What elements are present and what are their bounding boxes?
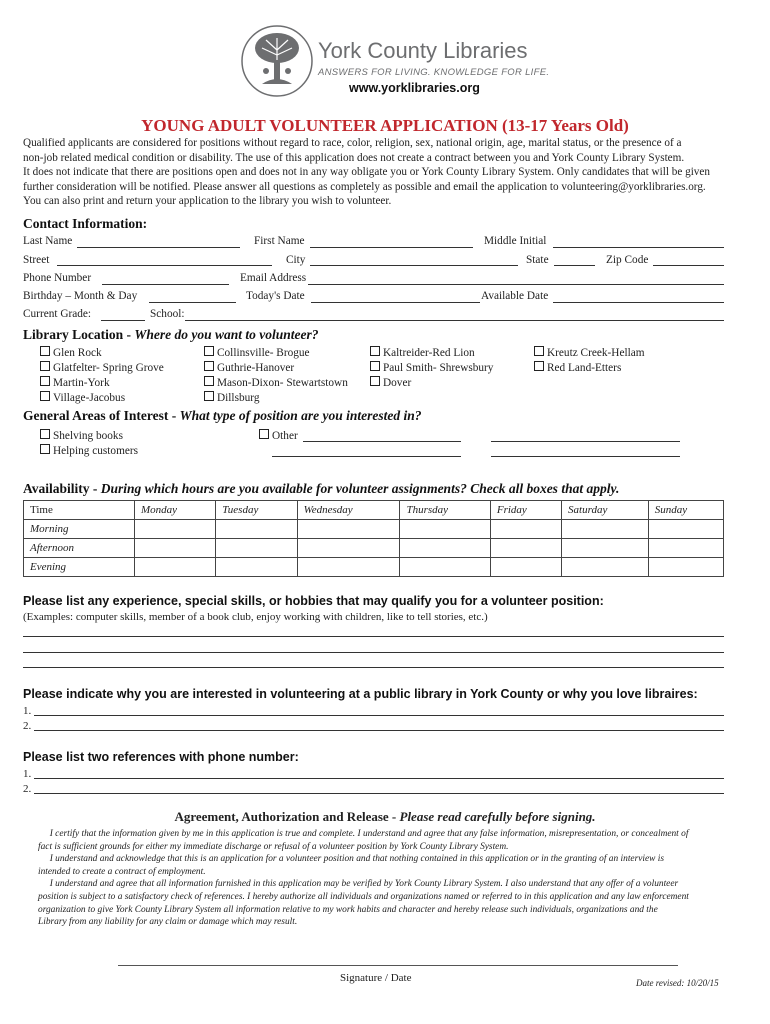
experience-example: (Examples: computer skills, member of a book club, enjoy working with children, like to tell stories, etc.) <box>23 611 488 623</box>
why-line-2[interactable] <box>34 730 724 731</box>
checkbox-icon[interactable] <box>204 391 214 401</box>
agreement-line: fact is sufficient grounds for either my immediate discharge or refusal of a volunteer position by York County Library System. <box>38 841 509 852</box>
experience-line[interactable] <box>23 652 724 653</box>
agreement-line: intended to create a contract of employment. <box>38 866 206 877</box>
experience-line[interactable] <box>23 667 724 668</box>
reference-number: 2. <box>23 783 32 795</box>
checkbox-icon[interactable] <box>534 346 544 356</box>
tree-icon <box>240 24 314 98</box>
location-option[interactable] <box>204 376 348 389</box>
intro-line: It does not indicate that there are positions open and does not in any way obligate you or York County Library System. Only candidates that will be given <box>23 166 710 179</box>
time-header: Time <box>24 501 135 520</box>
location-option-label: Glen Rock <box>53 347 102 359</box>
table-row <box>24 501 724 520</box>
checkbox-icon[interactable] <box>259 429 269 439</box>
agreement-heading-instruction: Please read carefully before signing. <box>399 809 596 824</box>
location-option[interactable] <box>370 346 475 359</box>
location-option[interactable] <box>534 361 621 374</box>
location-option-label: Collinsville- Brogue <box>217 347 310 359</box>
why-number: 2. <box>23 720 32 732</box>
day-header: Friday <box>490 501 561 520</box>
day-header: Monday <box>135 501 216 520</box>
grade-field[interactable] <box>101 320 145 321</box>
availability-cell[interactable] <box>216 520 297 539</box>
checkbox-icon[interactable] <box>40 376 50 386</box>
org-name: York County Libraries <box>318 38 528 63</box>
availability-heading-text: Availability - <box>23 481 101 496</box>
availability-table <box>23 500 724 577</box>
available-date-field[interactable] <box>553 302 724 303</box>
table-row <box>24 539 724 558</box>
last-name-label: Last Name <box>23 235 73 247</box>
location-option-label: Martin-York <box>53 377 110 389</box>
checkbox-icon[interactable] <box>204 361 214 371</box>
street-field[interactable] <box>57 265 272 266</box>
middle-initial-field[interactable] <box>553 247 724 248</box>
location-option-label: Guthrie-Hanover <box>217 362 295 374</box>
location-option[interactable] <box>370 361 493 374</box>
school-field[interactable] <box>185 320 724 321</box>
state-label: State <box>526 254 549 266</box>
birthday-field[interactable] <box>149 302 236 303</box>
location-option-label: Paul Smith- Shrewsbury <box>383 362 494 374</box>
checkbox-icon[interactable] <box>40 391 50 401</box>
table-row <box>24 520 724 539</box>
agreement-line: I certify that the information given by me in this application is true and complete. I understand and agree that any false information, misrepresentation, or concealment of <box>38 829 689 839</box>
intro-line: Qualified applicants are considered for positions without regard to race, color, religion, sex, national origin, age, marital status, or the presence of a <box>23 137 682 149</box>
interest-option[interactable] <box>40 429 123 442</box>
availability-cell[interactable] <box>562 558 649 577</box>
birthday-label: Birthday – Month & Day <box>23 290 138 302</box>
location-option[interactable] <box>204 361 294 374</box>
email-field[interactable] <box>308 284 724 285</box>
location-option-label: Glatfelter- Spring Grove <box>53 362 164 374</box>
intro-paragraph <box>23 136 753 209</box>
interest-other-field[interactable] <box>272 456 461 457</box>
availability-cell[interactable] <box>297 539 400 558</box>
interest-other-field[interactable] <box>491 456 680 457</box>
interest-other-field[interactable] <box>303 441 461 442</box>
interest-option[interactable] <box>40 444 138 457</box>
available-date-label: Available Date <box>481 290 549 302</box>
availability-cell[interactable] <box>135 520 216 539</box>
why-line-1[interactable] <box>34 715 724 716</box>
availability-cell[interactable] <box>648 539 723 558</box>
interest-heading <box>23 408 421 424</box>
checkbox-icon[interactable] <box>534 361 544 371</box>
availability-cell[interactable] <box>648 520 723 539</box>
location-option[interactable] <box>40 376 110 389</box>
availability-cell[interactable] <box>135 558 216 577</box>
table-row <box>24 558 724 577</box>
location-option[interactable] <box>534 346 645 359</box>
interest-other-label: Other <box>272 430 298 442</box>
agreement-line: position is subject to a satisfactory check of references. I hereby authorize all individuals and organizations named or referred to in this application and any law enforcement <box>38 891 689 902</box>
availability-cell[interactable] <box>562 539 649 558</box>
references-question: Please list two references with phone number: <box>23 750 299 764</box>
page-title: YOUNG ADULT VOLUNTEER APPLICATION (13-17 Years Old) <box>141 116 629 135</box>
experience-question: Please list any experience, special skills, or hobbies that may qualify you for a volunteer position: <box>23 594 604 608</box>
time-row-label: Morning <box>24 520 135 539</box>
availability-cell[interactable] <box>490 520 561 539</box>
location-option-label: Mason-Dixon- Stewartstown <box>217 377 348 389</box>
why-question: Please indicate why you are interested in volunteering at a public library in York County or why you love libraires: <box>23 687 698 701</box>
org-tagline: ANSWERS FOR LIVING. KNOWLEDGE FOR LIFE. <box>318 67 550 78</box>
checkbox-icon[interactable] <box>40 429 50 439</box>
grade-label: Current Grade: <box>23 308 92 320</box>
location-option-label: Kaltreider-Red Lion <box>383 347 475 359</box>
checkbox-icon[interactable] <box>204 376 214 386</box>
signature-label: Signature / Date <box>340 972 412 984</box>
checkbox-icon[interactable] <box>370 376 380 386</box>
zip-field[interactable] <box>653 265 724 266</box>
why-number: 1. <box>23 705 32 717</box>
school-label: School: <box>150 308 185 320</box>
availability-cell[interactable] <box>216 558 297 577</box>
availability-cell[interactable] <box>400 558 490 577</box>
interest-other-field[interactable] <box>491 441 680 442</box>
availability-cell[interactable] <box>562 520 649 539</box>
email-label: Email Address <box>240 272 307 284</box>
interest-option-label: Shelving books <box>53 430 123 442</box>
location-option[interactable] <box>40 361 164 374</box>
intro-line: non-job related medical condition or disability. The use of this application does not create a contract between you and York County Library System. <box>23 151 685 164</box>
reference-line-2[interactable] <box>34 793 724 794</box>
location-option-label: Village-Jacobus <box>53 392 126 404</box>
intro-line: further consideration will be notified. Please answer all questions as completely as possible and email the application to volunteering@yorklibraries.org. <box>23 180 706 193</box>
agreement-heading-text: Agreement, Authorization and Release - <box>174 809 400 824</box>
time-row-label: Afternoon <box>24 539 135 558</box>
state-field[interactable] <box>554 265 595 266</box>
day-header: Saturday <box>562 501 649 520</box>
todays-date-label: Today's Date <box>246 290 305 302</box>
interest-option-label: Helping customers <box>53 445 139 457</box>
first-name-field[interactable] <box>310 247 473 248</box>
contact-heading: Contact Information: <box>23 216 148 231</box>
agreement-line: I understand and acknowledge that this is an application for a volunteer position and that nothing contained in this application or in the granting of an interview is <box>38 854 665 865</box>
first-name-label: First Name <box>254 235 305 247</box>
location-option-label: Dillsburg <box>217 392 260 404</box>
location-heading <box>23 327 319 343</box>
agreement-heading <box>0 809 770 825</box>
location-option[interactable] <box>204 346 310 359</box>
city-label: City <box>286 254 306 266</box>
checkbox-icon[interactable] <box>40 361 50 371</box>
middle-initial-label: Middle Initial <box>484 235 547 247</box>
location-option-label: Dover <box>383 377 412 389</box>
revision-date: Date revised: 10/20/15 <box>636 978 719 988</box>
agreement-line: Library from any liability for any claim or damage which may result. <box>38 917 298 928</box>
location-option-label: Red Land-Etters <box>547 362 622 374</box>
availability-cell[interactable] <box>297 558 400 577</box>
availability-cell[interactable] <box>216 539 297 558</box>
street-label: Street <box>23 254 50 266</box>
day-header: Sunday <box>648 501 723 520</box>
checkbox-icon[interactable] <box>40 346 50 356</box>
availability-cell[interactable] <box>297 520 400 539</box>
phone-field[interactable] <box>102 284 229 285</box>
org-url[interactable]: www.yorklibraries.org <box>349 81 480 95</box>
availability-cell[interactable] <box>400 520 490 539</box>
availability-cell[interactable] <box>490 539 561 558</box>
intro-line: You can also print and return your application to the library you wish to volunteer. <box>23 195 392 208</box>
agreement-line: I understand and agree that all information furnished in this application may be verified by York County Library System. I also understand that any offer of a volunteer <box>38 879 679 890</box>
availability-heading-question: During which hours are you available for volunteer assignments? Check all boxes that apply. <box>100 481 620 496</box>
experience-line[interactable] <box>23 636 724 637</box>
checkbox-icon[interactable] <box>370 346 380 356</box>
reference-line-1[interactable] <box>34 778 724 779</box>
location-option-label: Kreutz Creek-Hellam <box>547 347 645 359</box>
day-header: Tuesday <box>216 501 297 520</box>
location-option[interactable] <box>370 376 411 389</box>
availability-cell[interactable] <box>400 539 490 558</box>
checkbox-icon[interactable] <box>370 361 380 371</box>
reference-number: 1. <box>23 768 32 780</box>
todays-date-field[interactable] <box>311 302 480 303</box>
interest-heading-text: General Areas of Interest - <box>23 408 180 423</box>
day-header: Wednesday <box>297 501 400 520</box>
time-row-label: Evening <box>24 558 135 577</box>
last-name-field[interactable] <box>77 247 240 248</box>
availability-cell[interactable] <box>648 558 723 577</box>
availability-cell[interactable] <box>490 558 561 577</box>
availability-heading <box>23 481 619 497</box>
location-heading-text: Library Location - <box>23 327 135 342</box>
agreement-text <box>38 828 738 929</box>
signature-field[interactable] <box>118 965 678 966</box>
location-heading-question: Where do you want to volunteer? <box>134 327 319 342</box>
interest-other[interactable] <box>259 429 298 442</box>
location-option[interactable] <box>40 346 102 359</box>
checkbox-icon[interactable] <box>40 444 50 454</box>
day-header: Thursday <box>400 501 490 520</box>
availability-cell[interactable] <box>135 539 216 558</box>
phone-label: Phone Number <box>23 272 92 284</box>
checkbox-icon[interactable] <box>204 346 214 356</box>
location-option[interactable] <box>40 391 125 404</box>
interest-heading-question: What type of position are you interested in? <box>179 408 422 423</box>
agreement-line: organization to give York County Library System all information relative to my work habits and character and hereby release such individuals, organizations and the <box>38 904 658 915</box>
location-option[interactable] <box>204 391 259 404</box>
zip-label: Zip Code <box>606 254 649 266</box>
city-field[interactable] <box>310 265 518 266</box>
